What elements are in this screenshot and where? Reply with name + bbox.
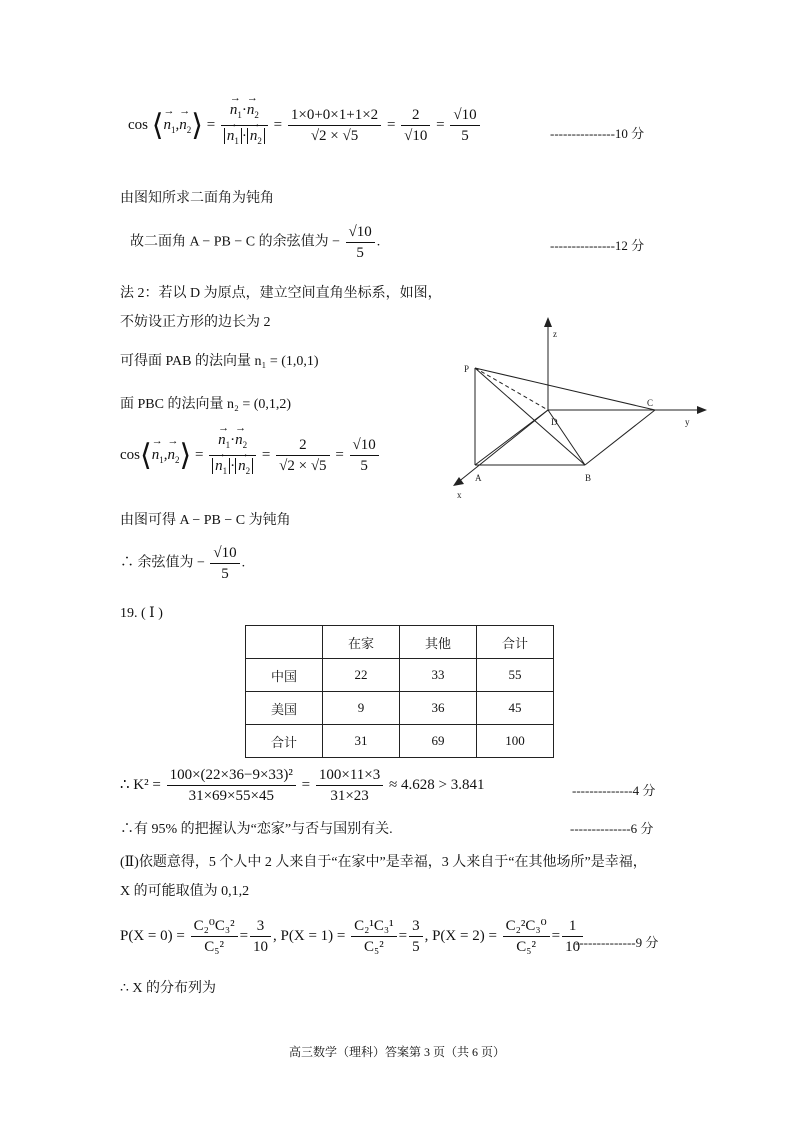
distribution-heading: ∴ X 的分布列为: [120, 981, 217, 996]
score-4: --------------4 分: [572, 783, 656, 798]
label-a: A: [475, 473, 482, 483]
obtuse-statement-2: 由图可得 A − PB − C 为钝角: [120, 513, 291, 528]
contingency-table: [245, 625, 554, 758]
final-cosine: ∴ 余弦值为 − $\frac{√10}{5}$ .: [120, 545, 246, 582]
probability-formulas: P(X = 0) = $\frac{\text{C₂⁰C₃²}}{\text{C₅²}}$ = $\frac{3}{10}$ , P(X = 1) = $\frac{\text{C₂¹C₃¹}}{\text{C₅²}}$ = $\frac{3}{5}$ , P(X = 2) = $\frac{\text{C₂²C₃⁰}}{\text{C₅²}}$ = $\frac{1}{10}$: [120, 916, 585, 957]
table-row: 合计 31 69 100: [246, 725, 554, 758]
cos-formula-2: cos⟨→ $n_1,\to$ $n_2⟩$ = → $n_1\cdot\to n_2$ → $n_1 \cdot\to n_2$ = $\frac{2}{√2 \times √5}$ = $\frac{√10}{5}$: [120, 430, 381, 481]
dihedral-cosine-line: 故二面角 A − PB − C 的余弦值为 − $\frac{√10}{5}$ .: [130, 224, 381, 261]
method-2-intro: 法 2：若以 D 为原点，建立空间直角坐标系，如图，: [120, 286, 442, 301]
question-19-heading: 19. ( Ⅰ ): [120, 606, 163, 621]
z-axis-arrow: [544, 317, 552, 327]
label-c: C: [647, 398, 654, 408]
normal-vector-pab: 可得面 PAB 的法向量 n₁ = (1,0,1): [120, 354, 319, 369]
label-y: y: [685, 417, 690, 427]
score-6: --------------6 分: [570, 821, 654, 836]
n1-symbol: → n: [163, 117, 171, 134]
label-z: z: [553, 329, 557, 339]
score-9: --------------9 分: [575, 935, 659, 950]
score-12: ---------------12 分: [550, 238, 645, 253]
y-axis-arrow: [697, 406, 707, 414]
page-footer: 高三数学（理科）答案第 3 页（共 6 页）: [288, 1045, 505, 1059]
score-10: ---------------10 分: [550, 126, 645, 141]
normal-vector-pbc: 面 PBC 的法向量 n₂ = (0,1,2): [120, 397, 292, 412]
table-header-row: 在家 其他 合计: [246, 626, 554, 659]
label-x: x: [457, 490, 462, 500]
label-b: B: [585, 473, 592, 483]
n2-symbol: → n: [179, 117, 187, 134]
n1-sub: 1: [170, 124, 176, 135]
cos-label: cos: [128, 116, 148, 133]
confidence-statement: ∴有 95% 的把握认为“恋家”与否与国别有关.: [120, 822, 393, 837]
result-fraction: $\frac{√10}{5}$: [450, 105, 479, 146]
obtuse-statement-1: 由图知所求二面角为钝角: [120, 191, 274, 206]
label-d: D: [551, 417, 558, 427]
label-p: P: [464, 364, 470, 374]
dot-product-fraction: $\frac{1\times 0+0\times 1+1\times 2}{√2 \times √5}$: [288, 105, 381, 146]
table-row: 美国 9 36 45: [246, 692, 554, 725]
k-squared-formula: ∴ K² = $\frac{\text{100×(22×36−9×33)²}}{31\times 69\times 55\times 45}$ = $\frac{100\times 11\times 3}{31\times 23}$ ≈ 4.628 > 3.841: [120, 767, 485, 804]
x-values: X 的可能取值为 0,1,2: [120, 884, 250, 899]
square-side-assumption: 不妨设正方形的边长为 2: [120, 315, 271, 330]
coordinate-figure: [445, 315, 715, 505]
n2-sub: 2: [186, 124, 192, 135]
mid-fraction: $\frac{2}{√10}$: [401, 105, 430, 146]
table-row: 中国 22 33 55: [246, 659, 554, 692]
norm-fraction: → $n_1\cdot\to n_2$ → $n_1 \cdot\to n_2$: [221, 100, 268, 151]
part-2-intro: (Ⅱ)依题意得，5 个人中 2 人来自于“在家中”是幸福，3 人来自于“在其他场所”是幸福，: [120, 855, 647, 870]
cos-formula-1: cos ⟨→ $n_1,\to$ $n_2⟩$ = → $n_1\cdot\to n_2$ → $n_1 \cdot\to n_2$ = $\frac{1\times 0+0\times 1+1\times 2}{√2 \times √5}$ = $\frac{2}{√10}$ = $\frac{√10}{5}$: [128, 100, 482, 151]
